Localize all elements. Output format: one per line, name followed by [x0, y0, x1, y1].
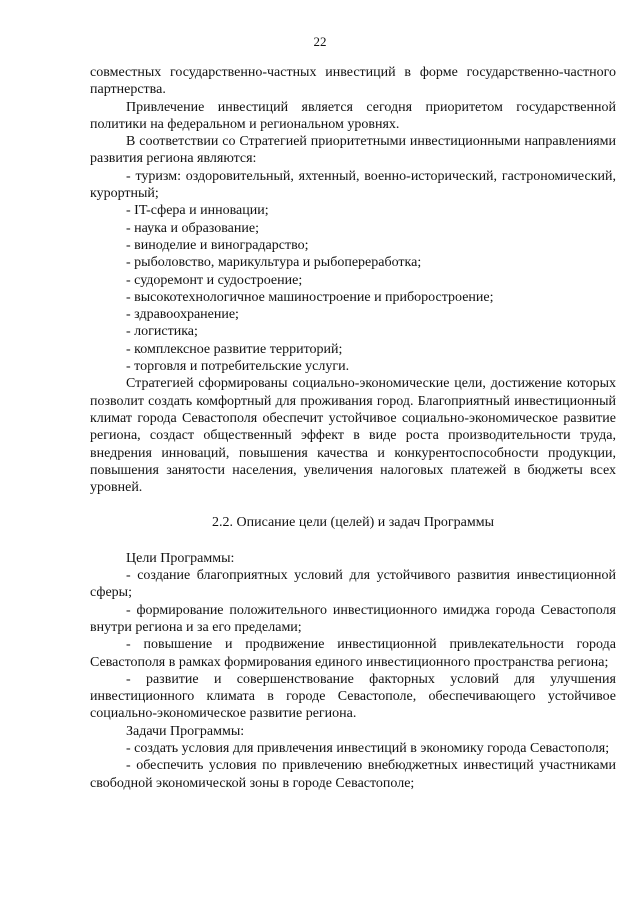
list-item: - судоремонт и судостроение; [126, 272, 303, 288]
list-item: - логистика; [126, 324, 198, 340]
list-item: - создать условия для привлечения инвестиций в экономику города Севастополя; [126, 740, 610, 756]
tasks-list [90, 740, 616, 792]
paragraph-priority: Привлечение инвестиций является сегодня приоритетом государственной политики на федеральном и региональном уровнях. [90, 99, 616, 132]
paragraph-strategy-goals: Стратегией сформированы социально-экономические цели, достижение которых позволит создать комфортный для проживания город. Благоприятный инвестиционный климат города Севастополя обеспечит устойчивое социально-экономическое развитие региона, создаст общественный эффект в виде роста производительности труда, внедрения инноваций, повышения качества и конкурентоспособности продукции, повышения занятости населения, увеличения налоговых платежей в бюджеты всех уровней. [90, 376, 616, 496]
list-item: - туризм: оздоровительный, яхтенный, военно-исторический, гастрономический, курортный; [90, 168, 616, 202]
list-item: - виноделие и виноградарство; [126, 237, 309, 253]
list-item: - создание благоприятных условий для устойчивого развития инвестиционной сферы; [90, 568, 616, 601]
page-number: 22 [313, 34, 327, 49]
list-item: - IT-сфера и инновации; [126, 203, 269, 219]
list-item: - комплексное развитие территорий; [126, 341, 343, 357]
paragraph-partnership: совместных государственно-частных инвестиций в форме государственно-частного партнерства. [90, 65, 616, 98]
list-item: - развитие и совершенствование факторных условий для улучшения инвестиционного климата в городе Севастополе, обеспечивающего устойчивое социально-экономическое развитие региона. [90, 671, 616, 722]
list-item: - торговля и потребительские услуги. [126, 359, 350, 375]
paragraph-strategy-directions: В соответствии со Стратегией приоритетными инвестиционными направлениями развития региона являются: [90, 134, 616, 167]
document-body [90, 64, 616, 792]
list-item: - рыболовство, марикультура и рыбопереработка; [126, 255, 422, 271]
list-item: - наука и образование; [126, 220, 259, 236]
list-item: - формирование положительного инвестиционного имиджа города Севастополя внутри региона и за его пределами; [90, 602, 616, 635]
list-item: - обеспечить условия по привлечению внебюджетных инвестиций участниками свободной экономической зоны в городе Севастополе; [90, 758, 616, 791]
goals-list [90, 567, 616, 723]
list-item: - высокотехнологичное машиностроение и приборостроение; [126, 289, 494, 305]
goals-title: Цели Программы: [126, 550, 235, 566]
list-item: - повышение и продвижение инвестиционной привлекательности города Севастополя в рамках формирования единого инвестиционного пространства региона; [90, 637, 616, 670]
priority-list [90, 168, 616, 376]
list-item: - здравоохранение; [126, 307, 239, 323]
tasks-title: Задачи Программы: [126, 723, 245, 739]
section-heading: 2.2. Описание цели (целей) и задач Программы [211, 515, 495, 531]
